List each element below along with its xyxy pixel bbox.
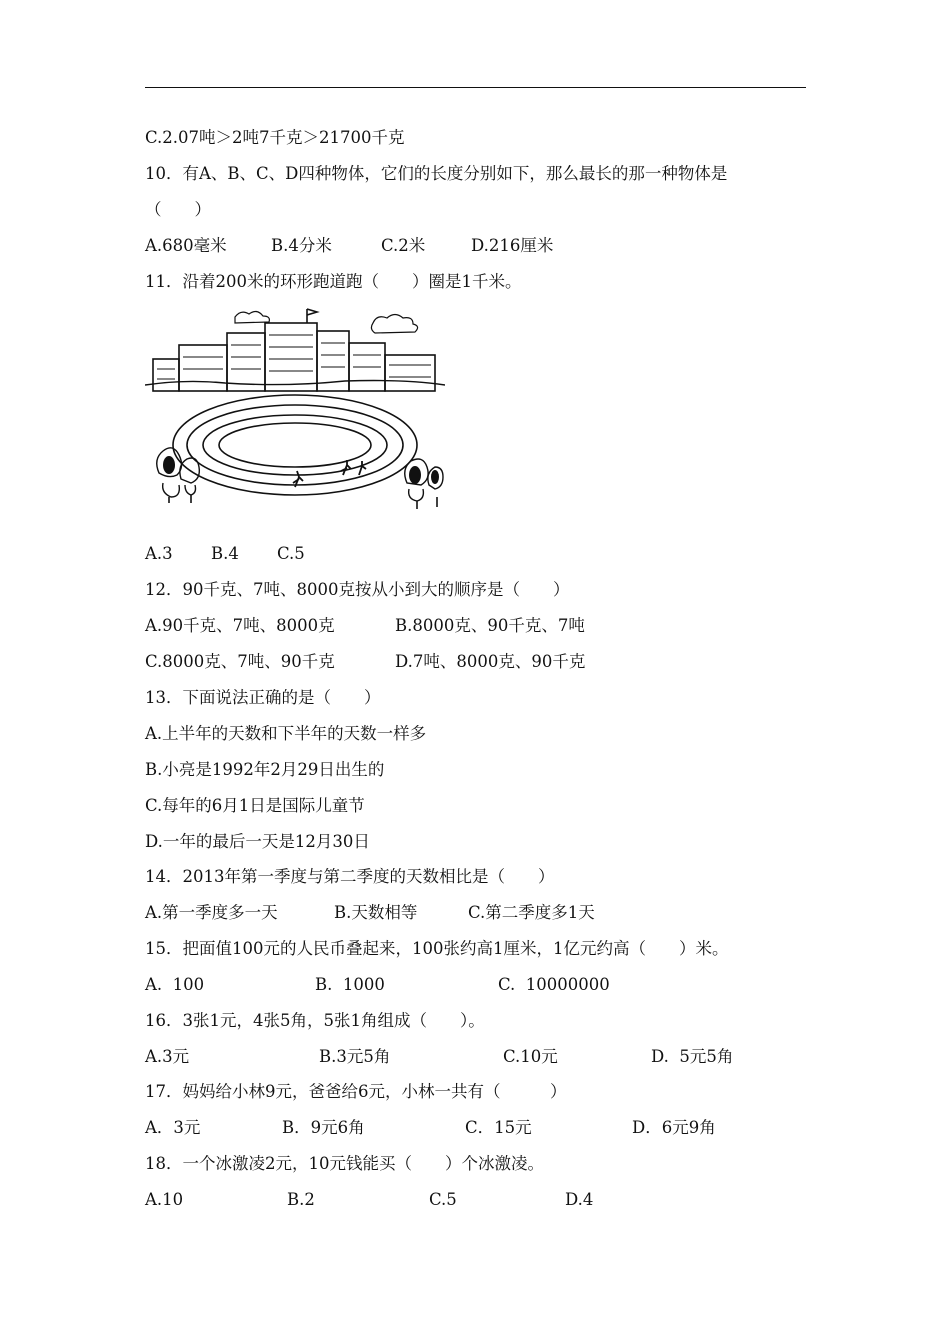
q17-option-a: A．3元: [145, 1118, 201, 1137]
q15-option-b: B. 1000: [315, 975, 385, 994]
q18-option-c: C.5: [429, 1190, 457, 1209]
q14-option-b: B.天数相等: [334, 903, 418, 922]
q16-option-c: C.10元: [503, 1047, 558, 1066]
q18-option-b: B.2: [287, 1190, 315, 1209]
q16-option-d: D. 5元5角: [651, 1047, 734, 1066]
q9-option-c: C.2.07吨＞2吨7千克＞21700千克: [145, 128, 405, 147]
q10-option-b: B.4分米: [271, 236, 332, 255]
q16-option-b: B.3元5角: [319, 1047, 391, 1066]
q13-option-a: A.上半年的天数和下半年的天数一样多: [145, 724, 427, 743]
q12-stem: 12．90千克、7吨、8000克按从小到大的顺序是（ ）: [145, 580, 570, 599]
q18-option-d: D.4: [565, 1190, 594, 1209]
q14-stem: 14．2013年第一季度与第二季度的天数相比是（ ）: [145, 867, 555, 886]
q11-option-c: C.5: [277, 544, 305, 563]
q10-option-d: D.216厘米: [471, 236, 554, 255]
q13-option-b: B.小亮是1992年2月29日出生的: [145, 760, 385, 779]
q10-paren: （ ）: [145, 200, 211, 219]
q12-option-c: C.8000克、7吨、90千克: [145, 652, 335, 671]
q13-option-d: D.一年的最后一天是12月30日: [145, 832, 370, 851]
q14-option-c: C.第二季度多1天: [468, 903, 595, 922]
q13-option-c: C.每年的6月1日是国际儿童节: [145, 796, 365, 815]
q17-stem: 17．妈妈给小林9元，爸爸给6元，小林一共有（ ）: [145, 1082, 567, 1101]
q14-option-a: A.第一季度多一天: [145, 903, 278, 922]
header-rule: [145, 87, 806, 88]
q10-stem: 10．有A、B、C、D四种物体，它们的长度分别如下，那么最长的那一种物体是: [145, 164, 728, 183]
q17-option-d: D．6元9角: [632, 1118, 716, 1137]
q12-option-a: A.90千克、7吨、8000克: [145, 616, 335, 635]
q16-option-a: A.3元: [145, 1047, 190, 1066]
running-track-illustration: [145, 303, 445, 513]
q15-stem: 15．把面值100元的人民币叠起来，100张约高1厘米，1亿元约高（ ）米。: [145, 939, 729, 958]
q17-option-b: B．9元6角: [282, 1118, 365, 1137]
q15-option-c: C. 10000000: [498, 975, 610, 994]
q10-option-a: A.680毫米: [145, 236, 227, 255]
q18-option-a: A.10: [145, 1190, 184, 1209]
q11-option-b: B.4: [211, 544, 239, 563]
q13-stem: 13．下面说法正确的是（ ）: [145, 688, 381, 707]
q11-option-a: A.3: [145, 544, 173, 563]
q18-stem: 18．一个冰激凌2元，10元钱能买（ ）个冰激凌。: [145, 1154, 544, 1173]
q12-option-d: D.7吨、8000克、90千克: [395, 652, 586, 671]
q11-stem: 11．沿着200米的环形跑道跑（ ）圈是1千米。: [145, 272, 522, 291]
q10-option-c: C.2米: [381, 236, 426, 255]
q15-option-a: A. 100: [145, 975, 205, 994]
q17-option-c: C．15元: [465, 1118, 532, 1137]
q12-option-b: B.8000克、90千克、7吨: [395, 616, 585, 635]
q16-stem: 16．3张1元，4张5角，5张1角组成（ ）。: [145, 1011, 485, 1030]
